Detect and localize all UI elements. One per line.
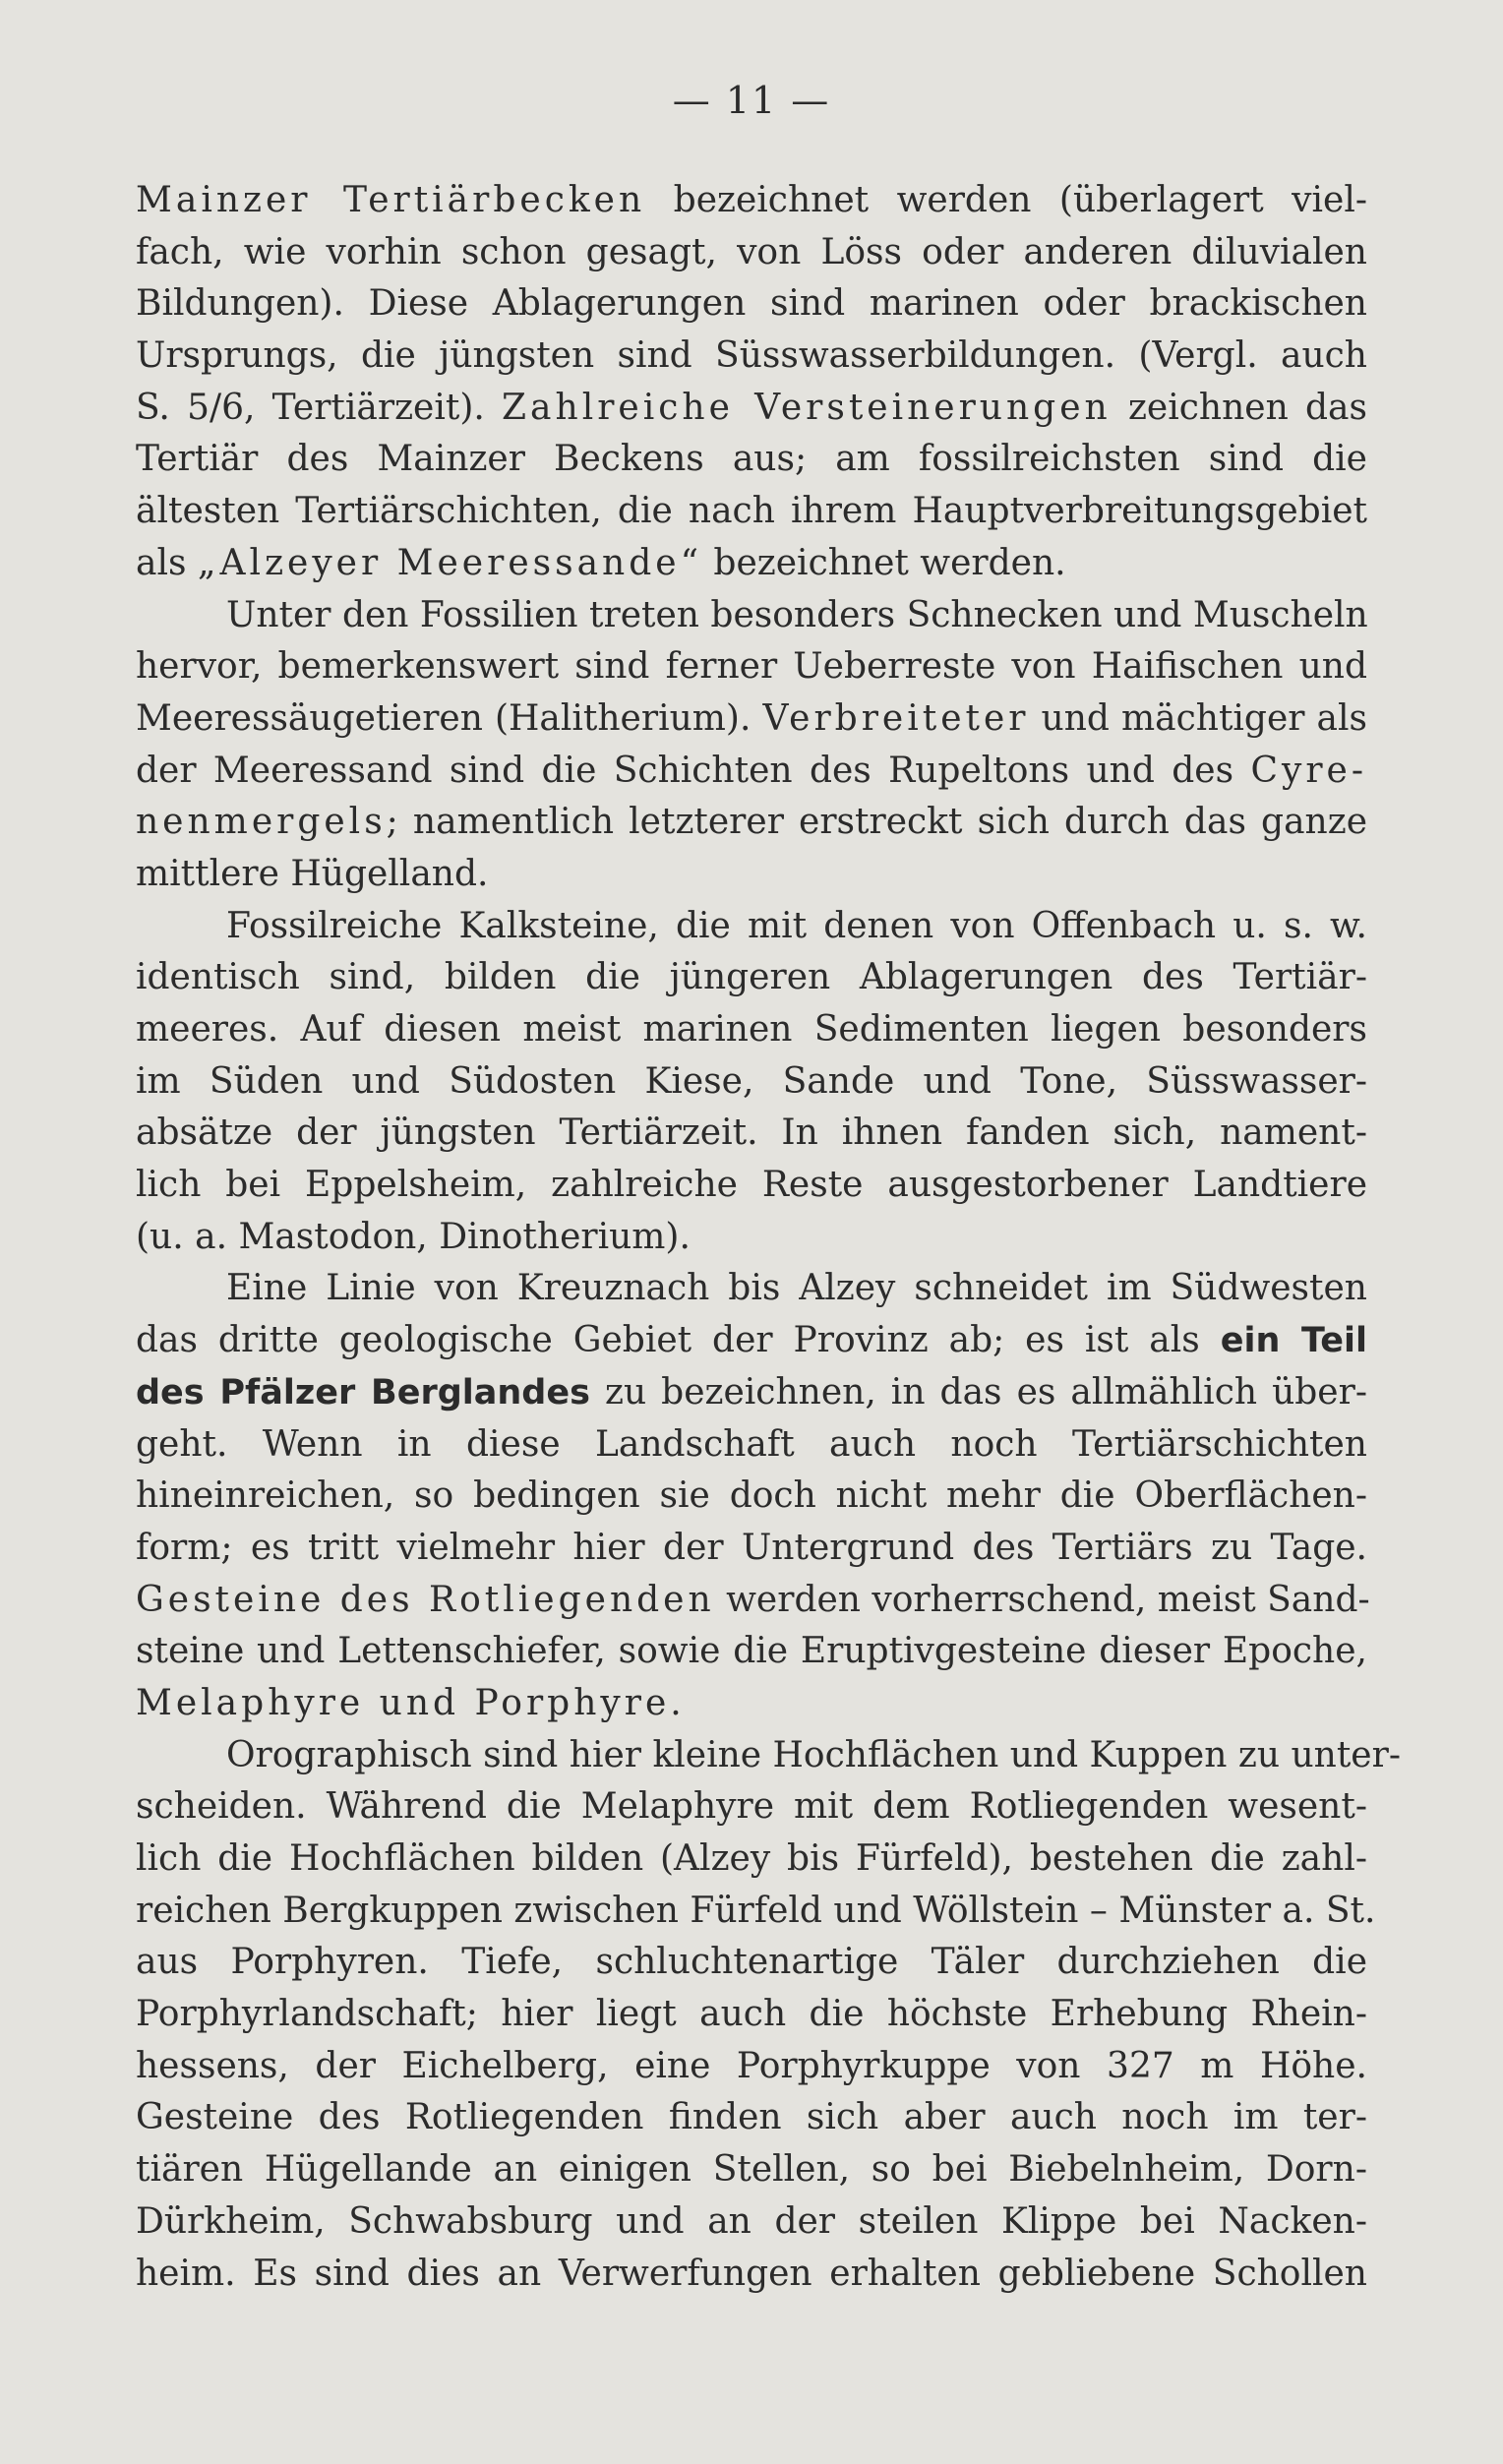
text-line xyxy=(136,952,1367,1004)
text-line xyxy=(136,1575,1370,1627)
text-run: und mächtiger als xyxy=(1029,697,1367,739)
text-run: Meeressäugetieren (Halitherium). xyxy=(136,697,763,739)
bold-phrase: ein Teil xyxy=(1220,1321,1367,1361)
page-number: — 11 — xyxy=(672,79,831,122)
text-line xyxy=(136,383,1367,435)
text-run: Eine Linie von Kreuznach bis Alzey schneidet im Südwesten xyxy=(226,1268,1367,1309)
text-run: S. 5/6, Tertiärzeit). xyxy=(136,387,503,428)
text-line xyxy=(136,1833,1367,1886)
text-line xyxy=(136,1886,1376,1938)
text-line xyxy=(136,1419,1367,1472)
text-line xyxy=(136,1523,1367,1575)
text-run: Bildungen). Diese Ablagerungen sind marinen oder brackischen xyxy=(136,283,1367,325)
text-line xyxy=(136,2041,1367,2093)
text-line xyxy=(136,1108,1367,1160)
body-text xyxy=(136,175,1401,2300)
text-line xyxy=(136,538,1367,590)
text-line xyxy=(136,849,1367,901)
text-line xyxy=(136,1626,1367,1678)
text-run: tiären Hügellande an einigen Stellen, so bei Biebelnheim, Dorn- xyxy=(136,2149,1367,2191)
text-run: Gesteine des Rotliegenden finden sich aber auch noch im ter- xyxy=(136,2097,1367,2138)
spaced-phrase: Cyre- xyxy=(1250,750,1367,791)
text-run: Fossilreiche Kalksteine, die mit denen von Offenbach u. s. w. xyxy=(226,905,1367,946)
text-run: hervor, bemerkenswert sind ferner Ueberreste von Haifischen und xyxy=(136,646,1367,688)
text-run: Orographisch sind hier kleine Hochflächen und Kuppen zu unter- xyxy=(226,1734,1401,1775)
text-line xyxy=(136,2092,1367,2144)
text-run: zu bezeichnen, in das es allmählich über- xyxy=(589,1371,1367,1412)
text-run: lich die Hochflächen bilden (Alzey bis Fürfeld), bestehen die zahl- xyxy=(136,1838,1367,1879)
text-line xyxy=(136,1471,1367,1523)
spaced-phrase: nenmergels xyxy=(136,802,387,843)
text-run: ältesten Tertiärschichten, die nach ihrem Hauptverbreitungsgebiet xyxy=(136,491,1367,532)
text-line xyxy=(136,175,1367,227)
text-line xyxy=(136,1367,1367,1419)
text-run: reichen Bergkuppen zwischen Fürfeld und Wöllstein – Münster a. St. xyxy=(136,1890,1376,1931)
text-line xyxy=(136,1781,1367,1833)
text-line xyxy=(136,693,1367,746)
text-line xyxy=(136,2144,1367,2196)
text-run: werden vorherrschend, meist Sand- xyxy=(714,1579,1370,1620)
text-line xyxy=(136,1160,1367,1212)
text-line xyxy=(136,1989,1367,2041)
text-line xyxy=(136,641,1367,693)
text-run: heim. Es sind dies an Verwerfungen erhalten gebliebene Schollen xyxy=(136,2253,1367,2294)
text-line xyxy=(136,1263,1367,1315)
text-run: meeres. Auf diesen meist marinen Sedimenten liegen besonders xyxy=(136,1009,1367,1050)
text-run: hineinreichen, so bedingen sie doch nicht mehr die Oberflächen- xyxy=(136,1475,1367,1517)
text-run: steine und Lettenschiefer, sowie die Eruptivgesteine dieser Epoche, xyxy=(136,1631,1367,1672)
text-run: absätze der jüngsten Tertiärzeit. In ihnen fanden sich, nament- xyxy=(136,1112,1367,1154)
text-line xyxy=(136,278,1367,331)
spaced-phrase: Mainzer Tertiärbecken xyxy=(136,180,646,220)
text-run: form; es tritt vielmehr hier der Untergrund des Tertiärs zu Tage. xyxy=(136,1527,1367,1568)
text-run: scheiden. Während die Melaphyre mit dem Rotliegenden wesent- xyxy=(136,1786,1367,1828)
text-run: geht. Wenn in diese Landschaft auch noch Tertiärschichten xyxy=(136,1423,1367,1465)
text-line xyxy=(136,1678,1367,1730)
spaced-phrase: Gesteine des Rotliegenden xyxy=(136,1579,715,1620)
text-run: ; namentlich letzterer erstreckt sich durch das ganze xyxy=(386,802,1367,843)
text-line xyxy=(136,1212,1367,1264)
text-run: Ursprungs, die jüngsten sind Süsswasserbildungen. (Vergl. auch xyxy=(136,335,1367,377)
text-line xyxy=(136,486,1367,538)
text-run: Dürkheim, Schwabsburg und an der steilen Klippe bei Nacken- xyxy=(136,2200,1367,2242)
text-run: hessens, der Eichelberg, eine Porphyrkuppe von 327 m Höhe. xyxy=(136,2045,1367,2086)
spaced-phrase: Verbreiteter xyxy=(762,697,1030,739)
text-run: Porphyrlandschaft; hier liegt auch die höchste Erhebung Rhein- xyxy=(136,1994,1367,2035)
text-run: bezeichnet werden. xyxy=(701,542,1066,583)
text-run: lich bei Eppelsheim, zahlreiche Reste ausgestorbener Landtiere xyxy=(136,1165,1367,1206)
text-line xyxy=(136,1056,1367,1109)
text-run: das dritte geologische Gebiet der Provinz ab; es ist als xyxy=(136,1320,1221,1361)
text-line xyxy=(136,590,1367,642)
text-line xyxy=(136,746,1367,798)
text-run: Unter den Fossilien treten besonders Schnecken und Muscheln xyxy=(226,594,1368,635)
text-run: als xyxy=(136,542,198,583)
text-line xyxy=(136,2249,1367,2301)
spaced-phrase: Melaphyre und Porphyre. xyxy=(136,1682,686,1723)
text-line xyxy=(136,227,1367,279)
text-line xyxy=(136,434,1367,486)
text-line xyxy=(136,1315,1367,1367)
spaced-phrase: „Alzeyer Meeressande“ xyxy=(197,542,702,583)
bold-phrase: des Pfälzer Berglandes xyxy=(136,1372,590,1412)
text-run: fach, wie vorhin schon gesagt, von Löss oder anderen diluvialen xyxy=(136,231,1367,272)
spaced-phrase: Zahlreiche Versteinerungen xyxy=(502,387,1112,428)
text-run: (u. a. Mastodon, Dinotherium). xyxy=(136,1216,691,1257)
text-run: im Süden und Südosten Kiese, Sande und Tone, Süsswasser- xyxy=(136,1060,1367,1102)
text-run: der Meeressand sind die Schichten des Rupeltons und des xyxy=(136,750,1251,791)
text-line xyxy=(136,331,1367,383)
text-line xyxy=(136,1937,1367,1989)
text-line xyxy=(136,1730,1401,1782)
text-run: bezeichnet werden (überlagert viel- xyxy=(645,180,1368,220)
text-run: Tertiär des Mainzer Beckens aus; am fossilreichsten sind die xyxy=(136,439,1367,480)
text-run: identisch sind, bilden die jüngeren Ablagerungen des Tertiär- xyxy=(136,957,1367,998)
text-line xyxy=(136,1004,1367,1056)
text-run: mittlere Hügelland. xyxy=(136,853,489,894)
text-line xyxy=(136,2196,1367,2249)
text-run: aus Porphyren. Tiefe, schluchtenartige Täler durchziehen die xyxy=(136,1942,1367,1983)
text-line xyxy=(136,901,1367,953)
text-line xyxy=(136,797,1367,849)
text-run: zeichnen das xyxy=(1111,387,1367,428)
